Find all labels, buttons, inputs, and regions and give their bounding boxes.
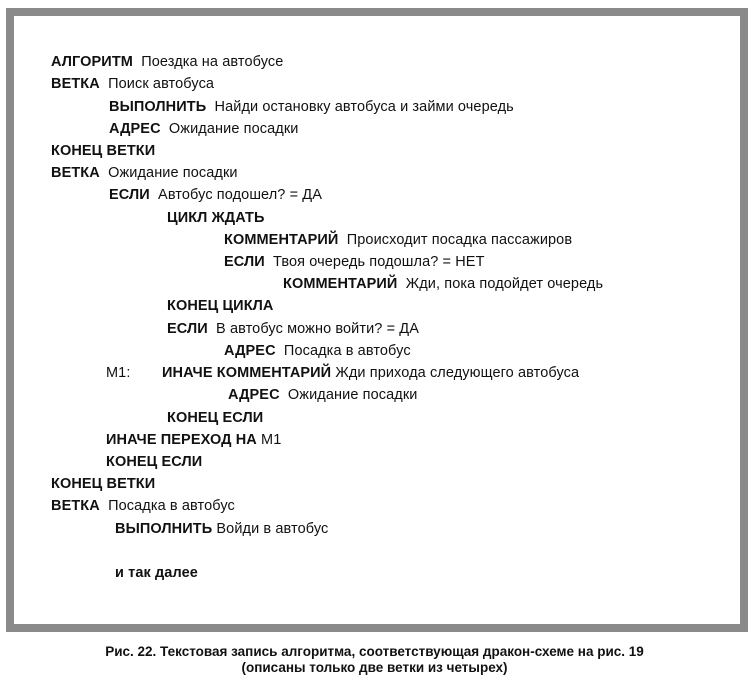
algorithm-line: ВЕТКА Посадка в автобус [51,498,235,514]
algorithm-line: ВЫПОЛНИТЬ Найди остановку автобуса и займи очередь [109,99,514,115]
algorithm-line: ЕСЛИ Твоя очередь подошла? = НЕТ [224,254,485,270]
algorithm-line: АДРЕС Ожидание посадки [228,387,418,403]
algorithm-line: и так далее [115,565,198,581]
algorithm-line: ЕСЛИ В автобус можно войти? = ДА [167,321,419,337]
figure-caption-line-2: (описаны только две ветки из четырех) [241,660,508,675]
algorithm-line: АДРЕС Ожидание посадки [109,121,299,137]
algorithm-line: КОНЕЦ ВЕТКИ [51,143,156,159]
algorithm-line: АДРЕС Посадка в автобус [224,343,411,359]
algorithm-line: ЕСЛИ Автобус подошел? = ДА [109,187,322,203]
algorithm-line: ИНАЧЕ КОММЕНТАРИЙ Жди прихода следующего автобуса [162,365,580,381]
algorithm-line: ВЫПОЛНИТЬ Войди в автобус [115,521,329,537]
algorithm-line: КОНЕЦ ВЕТКИ [51,476,156,492]
algorithm-line: КОНЕЦ ЕСЛИ [167,410,264,426]
algorithm-line: ВЕТКА Ожидание посадки [51,165,238,181]
branch-label: М1: [106,365,131,381]
algorithm-line [106,364,130,382]
algorithm-line: АЛГОРИТМ Поездка на автобусе [51,54,284,70]
algorithm-line: ИНАЧЕ ПЕРЕХОД НА М1 [106,432,282,448]
algorithm-line: КОММЕНТАРИЙ Происходит посадка пассажиров [224,232,573,248]
figure-caption-line-1: Рис. 22. Текстовая запись алгоритма, соответствующая дракон-схеме на рис. 19 [105,644,644,659]
algorithm-line: КОНЕЦ ЕСЛИ [106,454,203,470]
algorithm-line: ЦИКЛ ЖДАТЬ [167,210,265,226]
algorithm-line: ВЕТКА Поиск автобуса [51,76,215,92]
algorithm-line: КОММЕНТАРИЙ Жди, пока подойдет очередь [283,276,604,292]
algorithm-line: КОНЕЦ ЦИКЛА [167,298,274,314]
